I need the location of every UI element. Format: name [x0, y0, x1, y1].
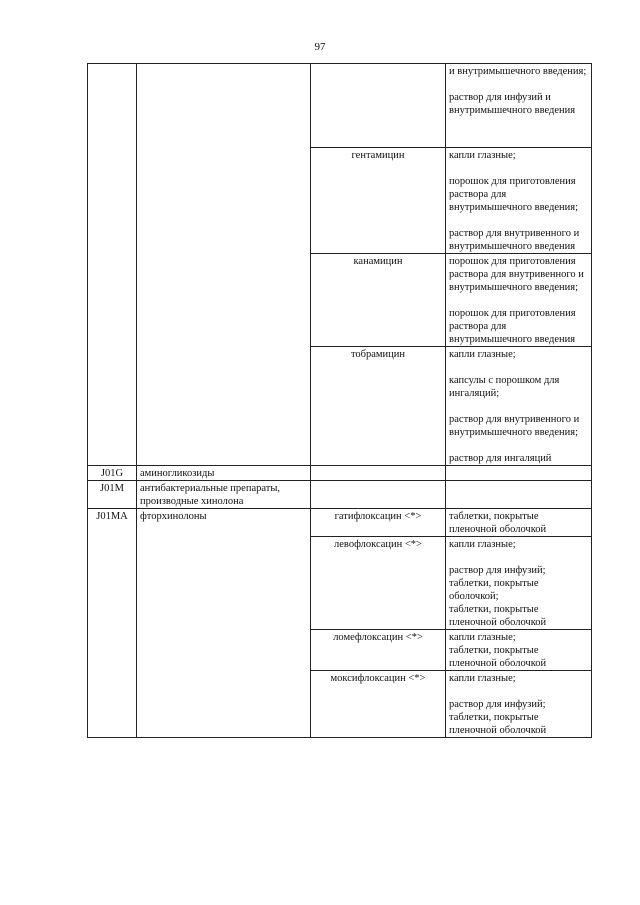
dosage-form: раствор для ингаляций [449, 453, 552, 464]
dosage-form: раствор для внутривенного и внутримышечного введения [449, 228, 580, 252]
inn-cell: канамицин [311, 254, 446, 347]
atc-code-cell: J01MA [88, 509, 137, 738]
dosage-form: раствор для инфузий и внутримышечного введения [449, 92, 576, 116]
inn-cell: гентамицин [311, 148, 446, 254]
dosage-forms-cell [446, 64, 592, 148]
dosage-forms-cell [446, 254, 592, 347]
inn-cell: левофлоксацин <*> [311, 537, 446, 630]
dosage-form: и внутримышечного введения; [449, 66, 587, 77]
atc-code-cell [88, 64, 137, 466]
inn-cell [311, 466, 446, 481]
dosage-forms-cell [446, 148, 592, 254]
dosage-forms-cell [446, 671, 592, 738]
dosage-form: капли глазные; [449, 349, 516, 360]
dosage-form: порошок для приготовления раствора для внутримышечного введения; [449, 176, 579, 213]
inn-cell: ломефлоксацин <*> [311, 630, 446, 671]
dosage-forms-cell [446, 630, 592, 671]
drug-table [87, 63, 592, 738]
dosage-form: раствор для внутривенного и внутримышечного введения; [449, 414, 580, 438]
dosage-forms-cell [446, 537, 592, 630]
inn-cell [311, 64, 446, 148]
group-name-cell: антибактериальные препараты, производные хинолона [137, 481, 311, 509]
dosage-forms-cell [446, 347, 592, 466]
dosage-form: капсулы с порошком для ингаляций; [449, 375, 560, 399]
dosage-forms-cell [446, 466, 592, 481]
dosage-form: таблетки, покрытые пленочной оболочкой [449, 511, 547, 535]
dosage-forms-cell [446, 509, 592, 537]
dosage-form: раствор для инфузий; таблетки, покрытые оболочкой; таблетки, покрытые пленочной оболочкой [449, 565, 547, 628]
dosage-form: капли глазные; таблетки, покрытые пленочной оболочкой [449, 632, 547, 669]
dosage-form: порошок для приготовления раствора для внутривенного и внутримышечного введения; [449, 256, 584, 293]
group-name-cell [137, 64, 311, 466]
table-row [88, 64, 592, 148]
atc-code-cell: J01M [88, 481, 137, 509]
dosage-forms-cell [446, 481, 592, 509]
dosage-form: порошок для приготовления раствора для внутримышечного введения [449, 308, 576, 345]
inn-cell: тобрамицин [311, 347, 446, 466]
inn-cell [311, 481, 446, 509]
table-row [88, 481, 592, 509]
inn-cell: гатифлоксацин <*> [311, 509, 446, 537]
table-row [88, 509, 592, 537]
page-number: 97 [314, 41, 326, 53]
group-name-cell: аминогликозиды [137, 466, 311, 481]
dosage-form: капли глазные; [449, 673, 516, 684]
dosage-form: капли глазные; [449, 539, 516, 550]
dosage-form: раствор для инфузий; таблетки, покрытые пленочной оболочкой [449, 699, 547, 736]
inn-cell: моксифлоксацин <*> [311, 671, 446, 738]
table-row [88, 466, 592, 481]
dosage-form: капли глазные; [449, 150, 516, 161]
group-name-cell: фторхинолоны [137, 509, 311, 738]
atc-code-cell: J01G [88, 466, 137, 481]
